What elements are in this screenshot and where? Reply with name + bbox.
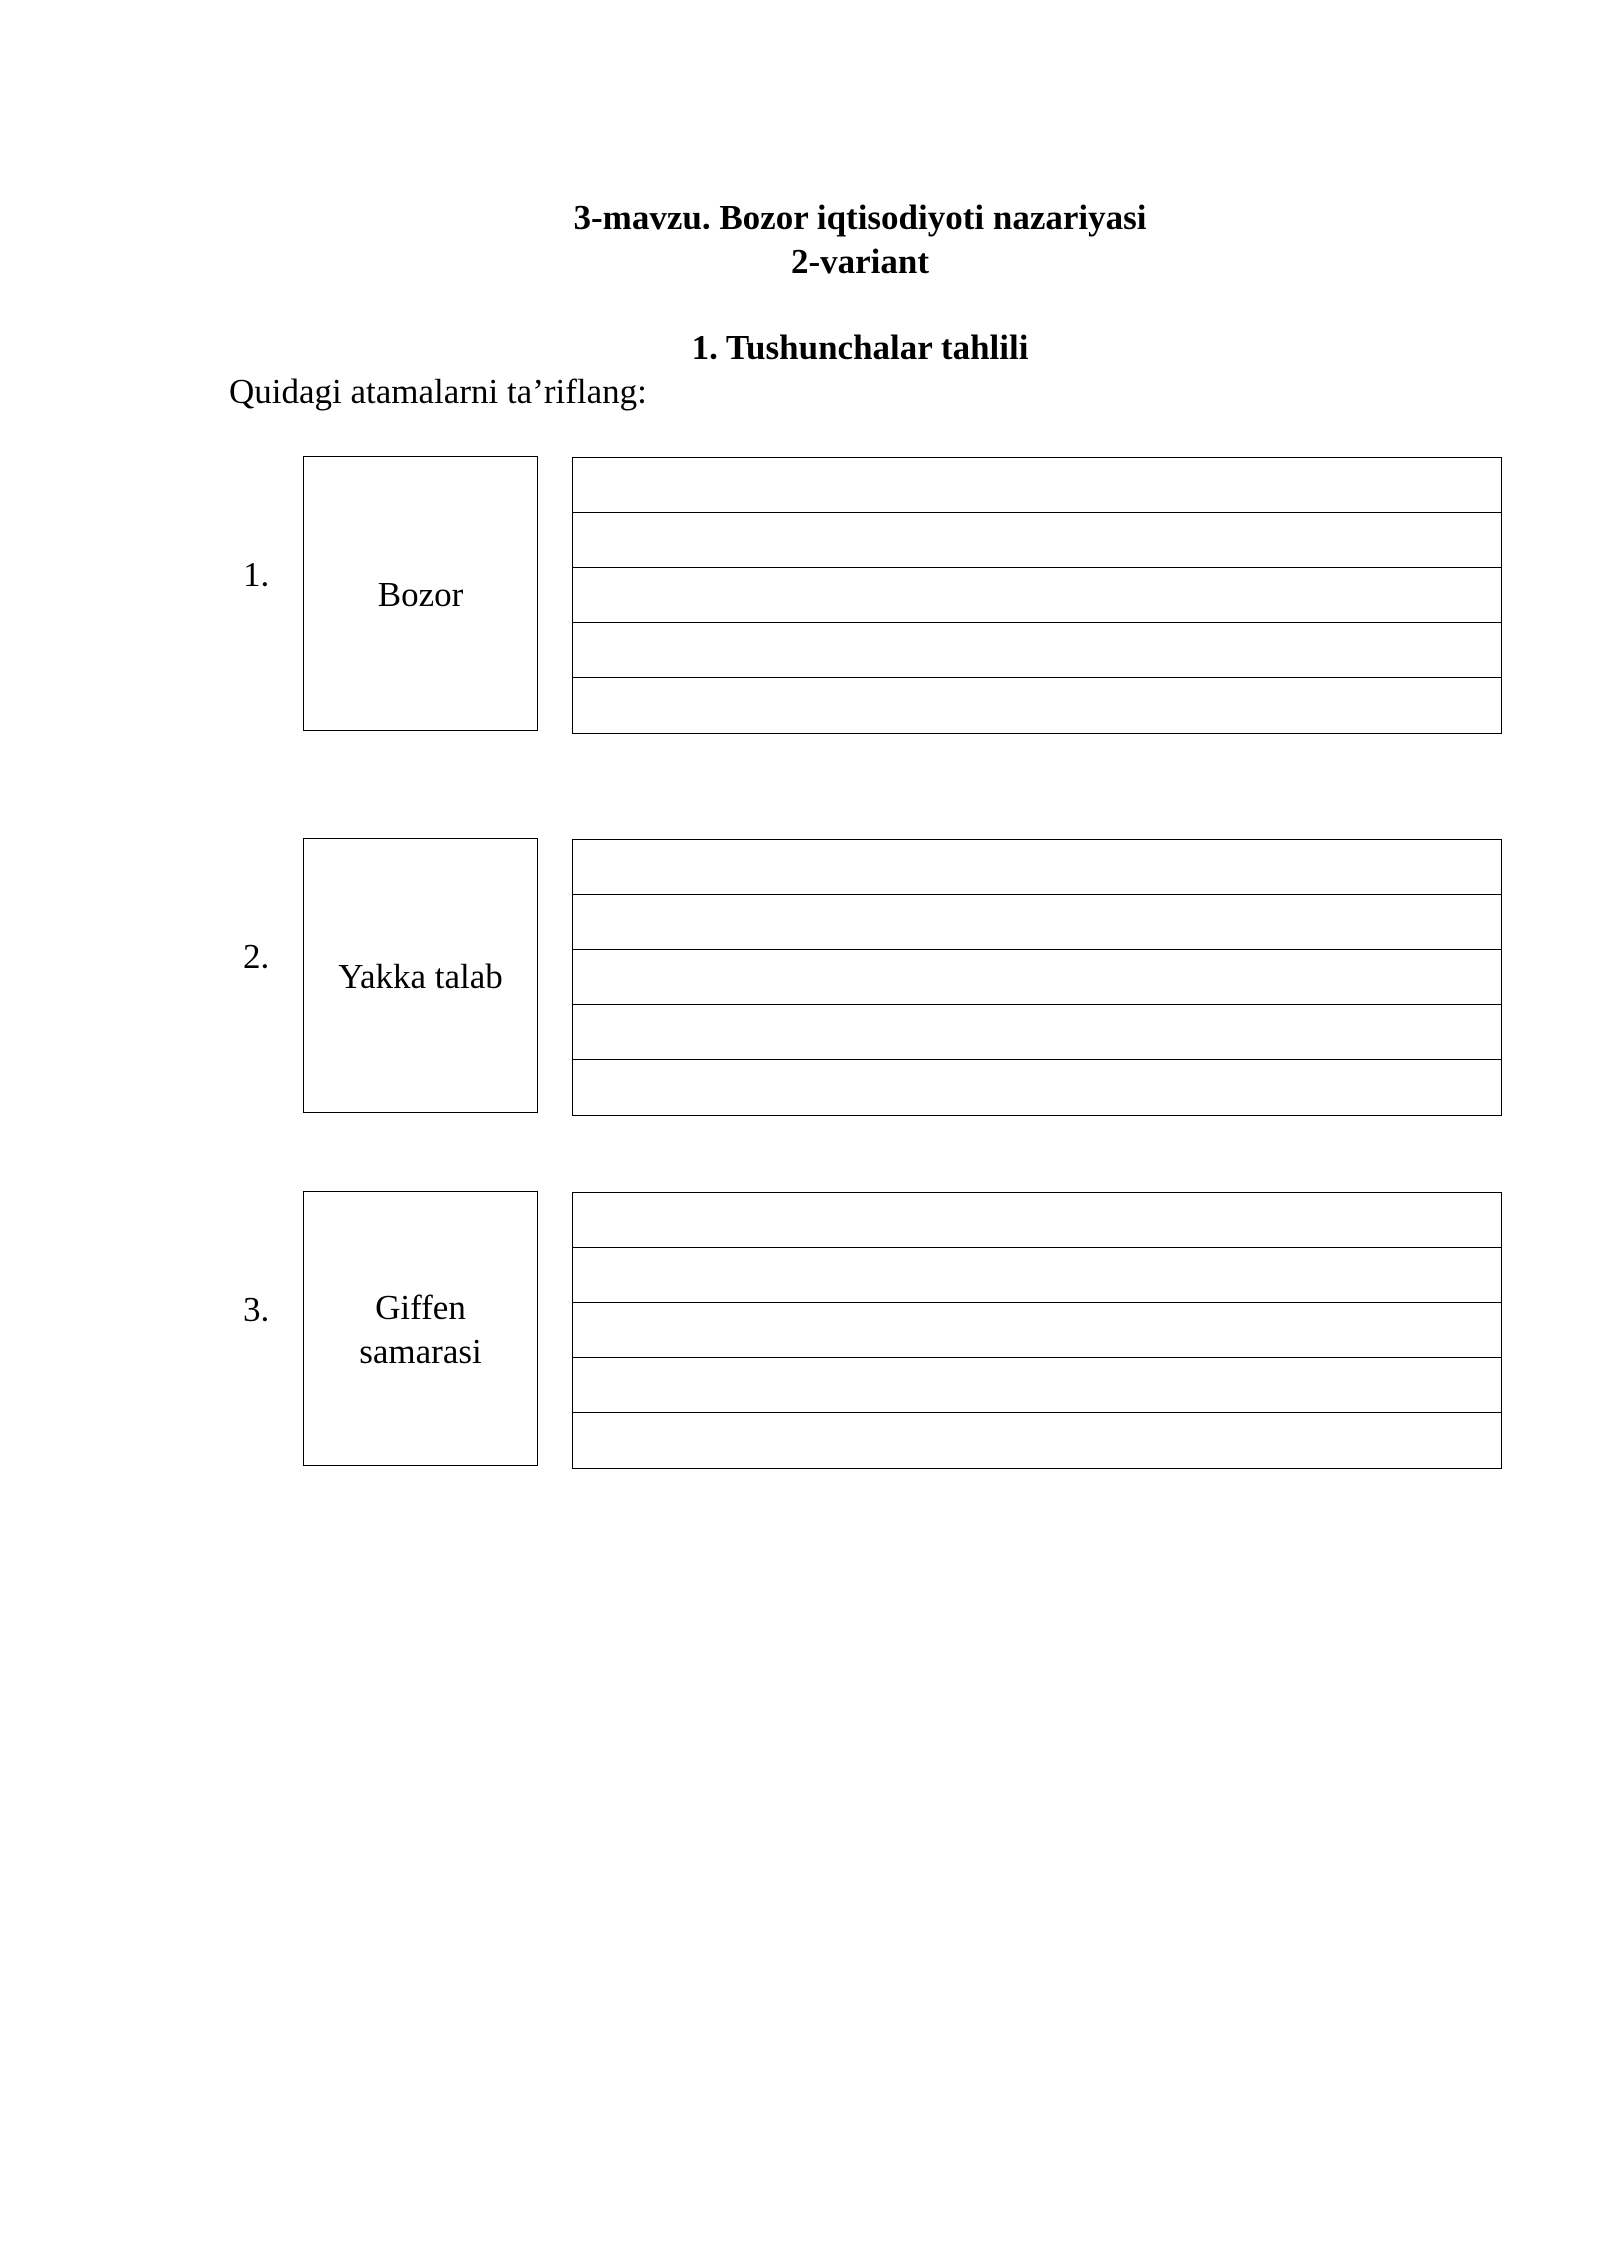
answer-line[interactable] [573,568,1501,623]
term-label-line1: Giffen [375,1287,466,1327]
answer-table [572,457,1502,734]
answer-line[interactable] [573,678,1501,733]
answer-line[interactable] [573,1303,1501,1358]
answer-line[interactable] [573,1248,1501,1303]
answer-line[interactable] [573,1413,1501,1468]
answer-line[interactable] [573,1193,1501,1248]
instruction-text: Quidagi atamalarni ta’riflang: [229,372,647,411]
answer-line[interactable] [573,840,1501,895]
answer-line[interactable] [573,1358,1501,1413]
term-box [303,456,538,731]
row-number: 2. [243,937,270,976]
answer-line[interactable] [573,1005,1501,1060]
answer-line[interactable] [573,458,1501,513]
answer-line[interactable] [573,1060,1501,1115]
term-label-line2: samarasi [359,1331,482,1371]
answer-line[interactable] [573,513,1501,568]
row-number: 1. [243,555,270,594]
term-label: Yakka talab [338,956,503,996]
row-number: 3. [243,1290,270,1329]
section-heading: 1. Tushunchalar tahlili [691,328,1029,367]
term-box [303,838,538,1113]
answer-line[interactable] [573,895,1501,950]
answer-table [572,1192,1502,1469]
variant-label: 2-variant [790,242,930,281]
term-box [303,1191,538,1466]
answer-line[interactable] [573,950,1501,1005]
answer-table [572,839,1502,1116]
document-title: 3-mavzu. Bozor iqtisodiyoti nazariyasi [573,198,1147,237]
term-label [359,1284,481,1374]
answer-line[interactable] [573,623,1501,678]
term-label: Bozor [377,574,464,614]
